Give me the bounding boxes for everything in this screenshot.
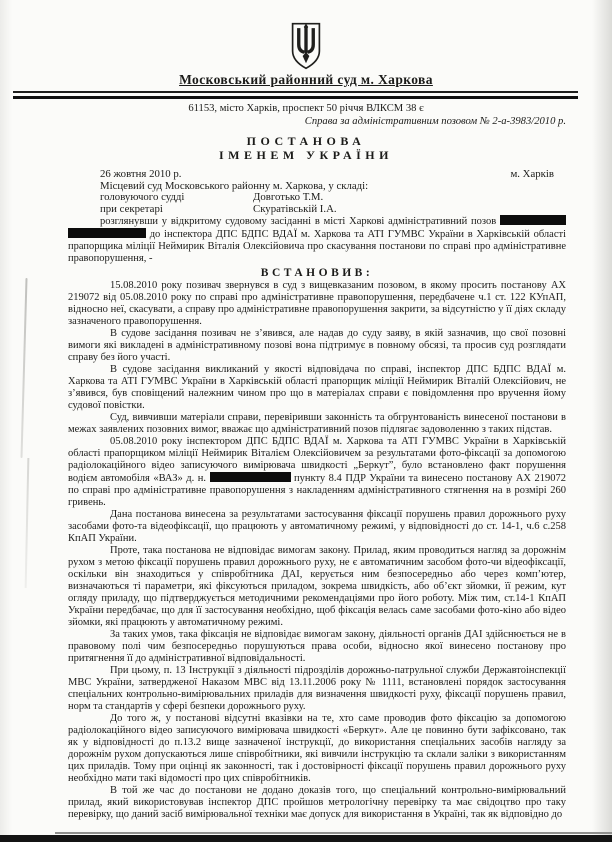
- secretary-name: Скуратівській І.А.: [253, 202, 337, 215]
- court-name: Московський районний суд м. Харкова: [179, 72, 433, 87]
- decree-meta-row: [100, 168, 554, 180]
- decree-title-line2: ІМЕНЕМ УКРАЇНИ: [219, 147, 393, 162]
- redaction-bar: [68, 228, 146, 238]
- decree-city: м. Харків: [510, 168, 554, 180]
- judge-role: головуючого судді: [100, 191, 185, 204]
- case-reference: Справа за адміністративним позовом № 2-а-3983/2010 р.: [304, 116, 566, 127]
- court-composition: [100, 181, 566, 215]
- paragraph: 05.08.2010 року інспектором ДПС БДПС ВДАЇ м. Харкова та АТІ ГУМВС України в Харківській області прапорщиком міліції Неймирик Віталієм Олексійовичем за результатами фото-фіксації за допомогою радіолокаційного відео записуючого вимірювача швидкості „Беркут”, було встановлено факт порушення водієм автомобіля «ВАЗ» д. н. пункту 8.4 ПДР України та винесено постанову АХ 219072 по справі про адміністративне правопорушення з накладенням адміністративного стягнення на в розмірі 260 гривень.: [68, 436, 567, 509]
- paragraph: До того ж, у постанові відсутні вказівки на те, хто саме проводив фото фіксацію за допомогою радіолокаційного відео записуючого вимірювача швидкості «Беркут». Але це повинно бути зафіксовано, так як у відповідності до п.13.2 вище зазначеної інструкції, до використання спеціальних засобів нагляду за дорожнім рухом допускаються лише співробітники, які вивчили інструкцію та склали заліки з використанням цих приладів. Тому при оцінці як законності, так і достовірності фіксації порушень правил дорожнього руху необхідно мати такі відомості про цих співробітників.: [68, 713, 566, 785]
- secretary-row: [100, 204, 566, 215]
- redaction-bar: [210, 472, 291, 482]
- header-rule: [13, 91, 578, 99]
- scan-bottom-bar: [0, 835, 612, 842]
- secretary-role: при секретарі: [100, 202, 163, 215]
- judge-name: Довготько Т.М.: [253, 191, 324, 204]
- paragraph: В судове засідання викликаний у якості відповідача по справі, інспектор ДПС БДПС ВДАЇ м. Харкова та АТІ ГУМВС України в Харківській області прапорщик міліції Неймирик Віталій Олексійович, не з’явився, був сповіщений належним чином про що в матеріалах справи є повідомлення про вручення йому судової повістки.: [68, 364, 566, 412]
- decree-title-line1: ПОСТАНОВА: [246, 134, 366, 148]
- paragraph: В судове засідання позивач не з’явився, але надав до суду заяву, в якій зазначив, що свої позовні вимоги які викладені в адміністративному позові вона підтримує в повному обсязі, та просив суд розглядати справу без його участі.: [68, 328, 566, 364]
- court-address: 61153, місто Харків, проспект 50 річчя ВЛКСМ 38 є: [188, 103, 424, 114]
- paragraph: Проте, така постанова не відповідає вимогам закону. Прилад, яким проводиться нагляд за дорожнім рухом з метою фіксації порушень правил дорожнього руху, не є автоматичним засобом фото-чи відеофіксації, оскільки він знаходиться у співробітника ДАІ, керується ним безпосередньо або через комп’ютер, визначаються ті параметри, які фіксуються приладом, зокрема швидкість, або об’єкт зйомки, її режим, кут огляду приладу, що підтверджується методичними рекомендаціями про його роботу. Між тим, ст.14-1 КпАП України передбачає, що для її застосування необхідно, щоб фіксація велась саме засобами фото-кіно або відео зйомки, які працюють у автоматичному режимі.: [68, 545, 566, 629]
- decree-date: 26 жовтня 2010 р.: [100, 168, 182, 180]
- found-heading: ВСТАНОВИВ:: [260, 267, 374, 280]
- paragraph: За таких умов, така фіксація не відповідає вимогам закону, діяльності органів ДАІ здійснюється не в правовому полі чим безпосередньо порушуються права особи, відносно якої винесено постанову про притягнення її до адміністративної відповідальності.: [68, 629, 566, 665]
- paragraph: 15.08.2010 року позивач звернувся в суд з вищевказаним позовом, в якому просить постанову АХ 219072 від 05.08.2010 року по справі про адміністративне правопорушення, передбачене ч.1 ст. 122 КУпАП, відносно неї, скасувати, а справу про адміністративне правопорушення закрити, за відсутністю у її діях складу зазначеного правопорушення.: [68, 280, 566, 328]
- paragraph: При цьому, п. 13 Інструкції з діяльності підрозділів дорожньо-патрульної служби Державтоінспекції МВС України, затвердженої Наказом МВС від 13.11.2006 року № 1111, встановлені порядок застосування спеціальних контрольно-вимірювальних приладів для визначення швидкості руху, фіксації порушень правил, норм та стандартів у сфері безпеки дорожнього руху.: [68, 665, 566, 713]
- paper-crease: [25, 458, 29, 588]
- composition-intro: Місцевий суд Московського районну м. Харкова, у складі:: [100, 180, 369, 192]
- ukraine-trident-emblem: [289, 22, 323, 70]
- decree-title: [0, 135, 612, 162]
- paragraph: В той же час до постанови не додано доказів того, що спеціальний контрольно-вимірювальний прилад, який використовував інспектор ДПС пройшов метрологічну перевірку та має свідоцтво про таку перевірку, що даний засіб вимірювальної техніки має допуск для використання в Україні, так як відповідно до: [68, 785, 566, 821]
- scan-right-edge-shadow: [592, 0, 612, 842]
- document-body: [68, 215, 566, 821]
- redaction-bar: [500, 215, 566, 225]
- paragraph: Суд, вивчивши матеріали справи, перевіривши законність та обгрунтованість винесеної постанови в межах заявлених позовних вимог, вважає що адміністративний позов підлягає задоволенню з таких підстав.: [68, 412, 566, 436]
- paper-crease: [20, 278, 27, 458]
- paragraph: Дана постанова винесена за результатами застосування фіксації порушень правил дорожнього руху засобами фото-та відеофіксації, що працюють у автоматичному режимі, у відповідності до ст. 14-1, ч.6 с.258 КпАП України.: [68, 509, 566, 545]
- scan-left-edge-shadow: [0, 0, 12, 842]
- preamble-paragraph: розглянувши у відкритому судовому засіданні в місті Харкові адміністративний позов до інспектора ДПС БДПС ВДАЇ м. Харкова та АТІ ГУМВС України в Харківській області прапорщика міліції Неймирик Віталія Олексійовича про скасування постанови по справі про адміністративне правопорушення, -: [68, 216, 566, 265]
- scan-bottom-line: [55, 832, 612, 834]
- preamble-container: [68, 215, 566, 265]
- document-paragraphs: [68, 280, 566, 821]
